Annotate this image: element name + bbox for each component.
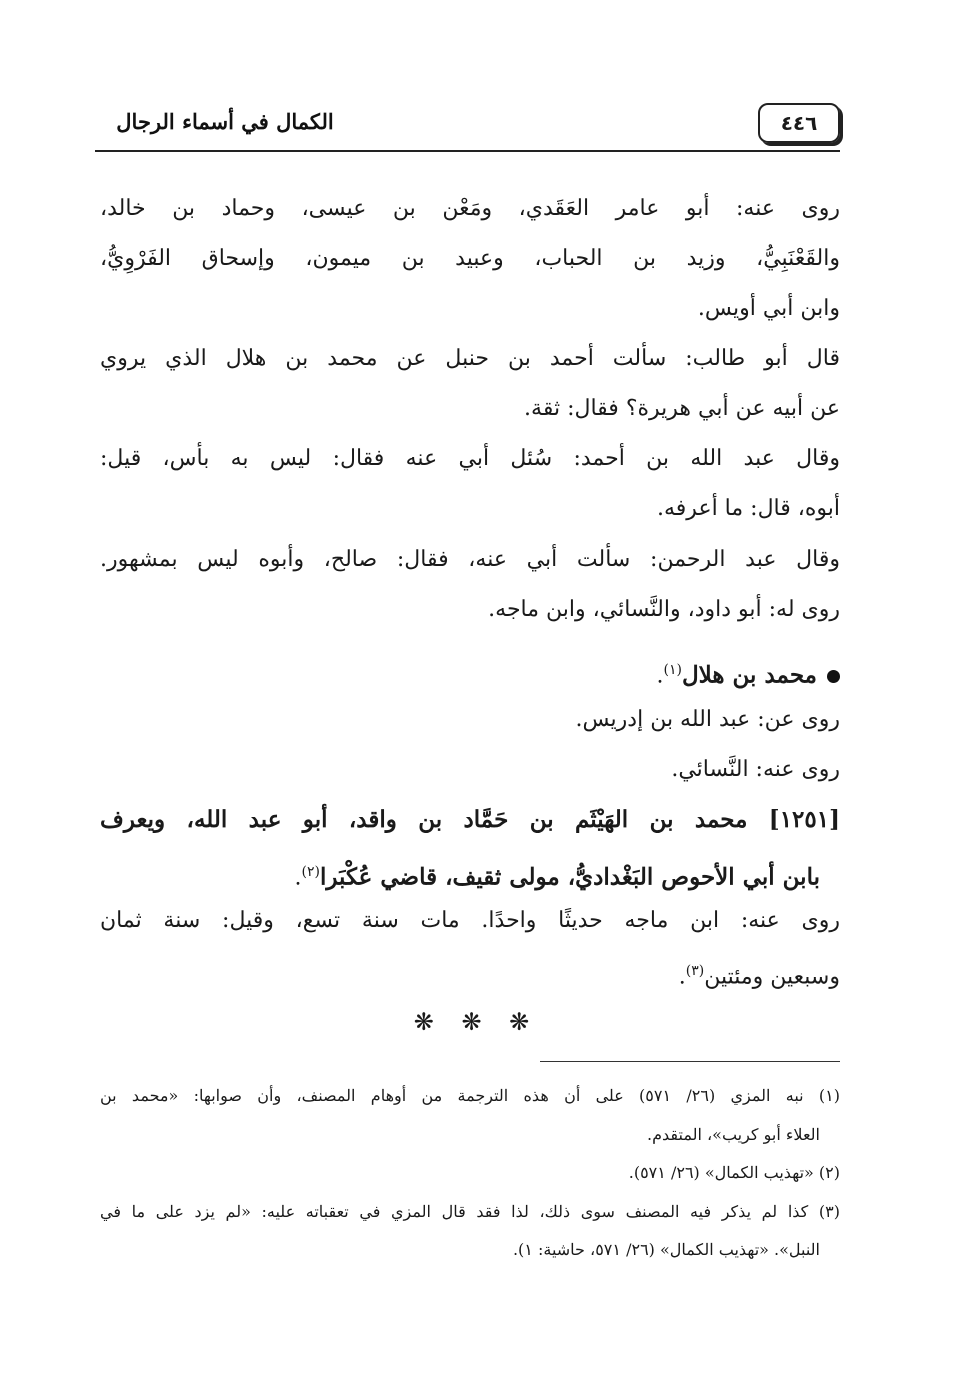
footnote-ref: (٢) xyxy=(301,864,320,880)
footnote-ref: (١) xyxy=(663,662,682,678)
text-line: والقَعْنَبِيُّ، وزيد بن الحباب، وعبيد بن ميمون، وإسحاق الفَرْوِيُّ، xyxy=(100,246,840,271)
entry-heading xyxy=(100,647,840,693)
entry-heading-line: [١٢٥١] محمد بن الهَيْثَم بن حَمَّاد بن واقد، أبو عبد الله، ويعرف xyxy=(100,806,840,833)
text-line: روى عن: عبد الله بن إدريس. xyxy=(575,707,840,732)
punctuation: . xyxy=(656,663,664,689)
footnote-line: (٣) كذا لم يذكر فيه المصنف سوى ذلك، لذا فقد قال المزي في تعقباته عليه: «لم يزد على ما في xyxy=(100,1202,840,1221)
page-header xyxy=(95,95,840,155)
punctuation: . xyxy=(678,964,686,990)
book-title: الكمال في أسماء الرجال xyxy=(116,108,334,134)
punctuation: . xyxy=(294,865,302,891)
text-line: روى عنه: ابن ماجه حديثًا واحدًا. مات سنة تسع، وقيل: سنة ثمان xyxy=(100,908,840,933)
footnote-line: (٢) «تهذيب الكمال» (٢٦/ ٥٧١). xyxy=(628,1163,840,1182)
text-line: وقال عبد الرحمن: سألت أبي عنه، فقال: صالح، وأبوه ليس بمشهور. xyxy=(100,547,840,572)
text-line: وقال عبد الله بن أحمد: سُئل أبي عنه فقال: ليس به بأس، قيل: xyxy=(100,446,840,471)
footnote-ref: (٣) xyxy=(685,963,705,979)
entry-name: محمد بن هلال xyxy=(681,661,817,689)
footnote-line: (١) نبه المزي (٢٦/ ٥٧١) على أن هذه الترجمة من أوهام المصنف، وأن صوابها: «محمد بن xyxy=(100,1086,840,1105)
text-line: قال أبو طالب: سألت أحمد بن حنبل عن محمد بن هلال الذي يروي xyxy=(100,346,840,371)
entry-heading-text: بابن أبي الأحوص البَغْداديُّ، مولى ثقيف، قاضي عُكْبَرا xyxy=(319,863,820,891)
text-line: أبوه، قال: ما أعرفه. xyxy=(657,496,840,521)
header-rule xyxy=(95,150,840,152)
bullet-icon xyxy=(827,670,840,683)
footnote-rule xyxy=(540,1061,840,1062)
section-separator: ❋ ❋ ❋ xyxy=(413,1008,540,1036)
text-line: عن أبيه عن أبي هريرة؟ فقال: ثقة. xyxy=(524,396,840,421)
page-number: ٤٤٦ xyxy=(758,103,840,143)
footnote-line: العلاء أبو كريب»، المتقدم. xyxy=(647,1125,820,1144)
text-line xyxy=(100,948,840,994)
footnote-line: النبل». «تهذيب الكمال» (٢٦/ ٥٧١، حاشية: ١). xyxy=(512,1240,820,1259)
text-fragment: وسبعين ومئتين xyxy=(704,964,840,990)
text-line: روى له: أبو داود، والنَّسائي، وابن ماجه. xyxy=(488,597,840,622)
text-line: وابن أبي أويس. xyxy=(697,296,840,321)
entry-heading-line xyxy=(80,849,820,895)
text-line: روى عنه: أبو عامر العَقَدي، ومَعْن بن عيسى، وحماد بن خالد، xyxy=(100,196,840,221)
text-line: روى عنه: النَّسائي. xyxy=(671,757,840,782)
